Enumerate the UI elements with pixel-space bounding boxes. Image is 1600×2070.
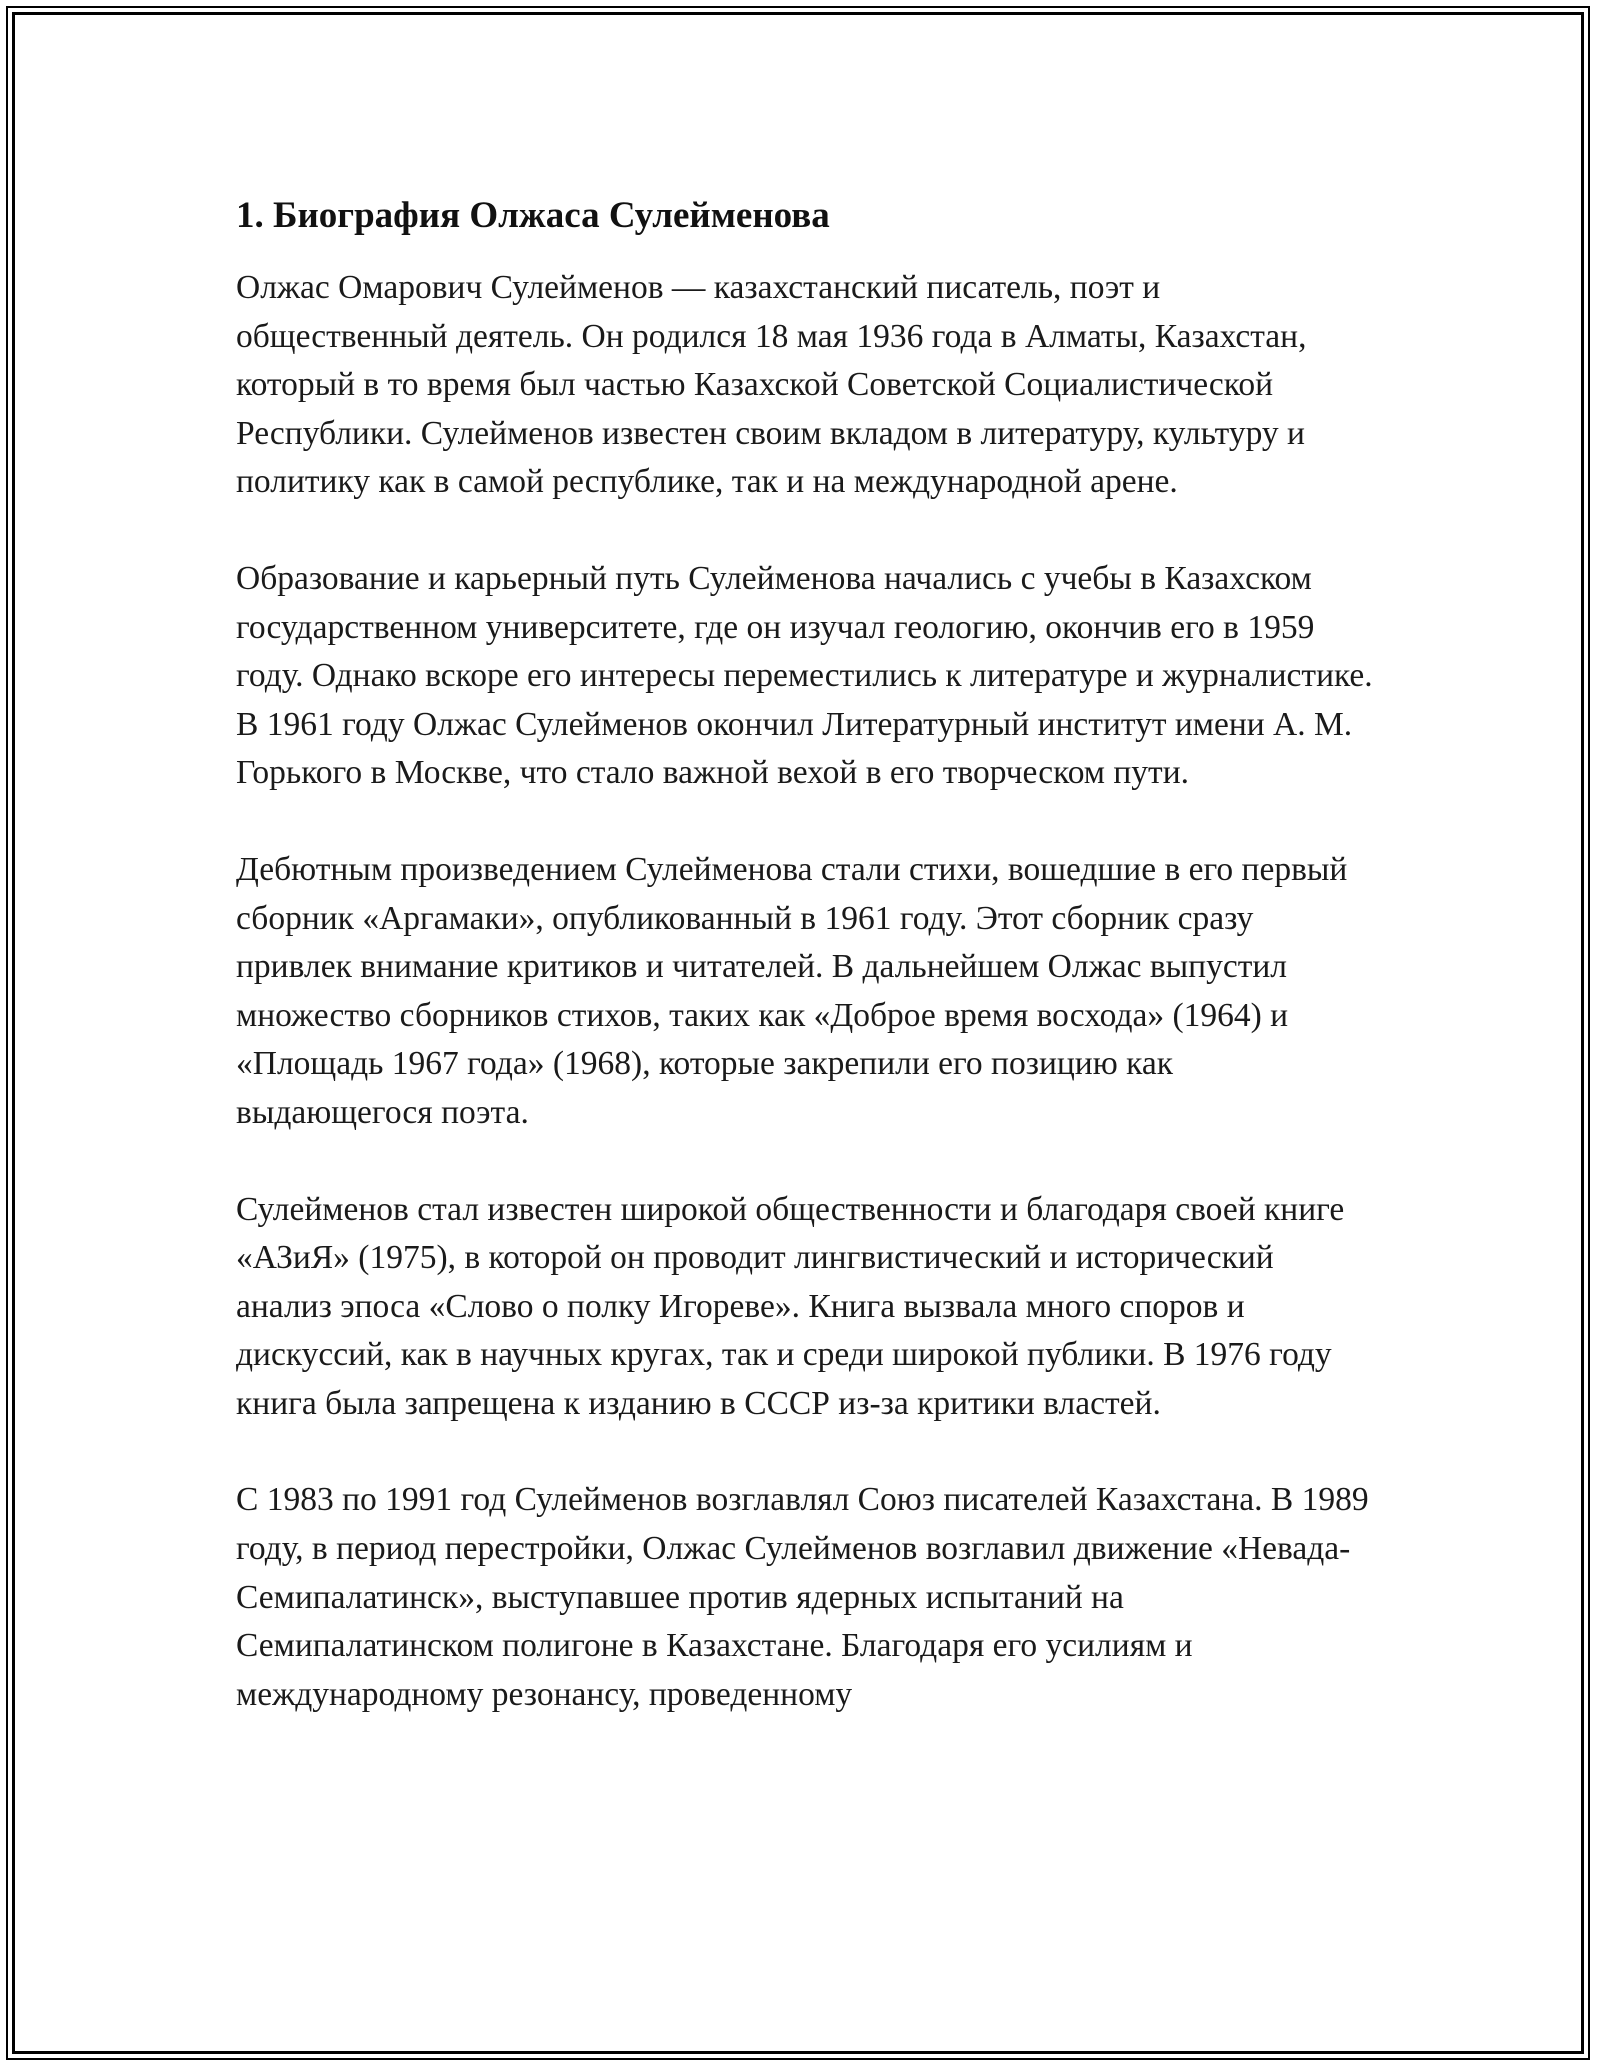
section-heading: 1. Биография Олжаса Сулейменова [236,195,830,236]
paragraph-azia: Сулейменов стал известен широкой общественности и благодаря своей книге «АЗиЯ» (1975), в которой он проводит лингвистический и исторический анализ эпоса «Слово о полку Игореве». Книга вызвала много споров и дискуссий, как в научных кругах, так и среди широкой публики. В 1976 году книга была запрещена к изданию в СССР из-за критики властей. [236,1190,1345,1422]
paragraph-education: Образование и карьерный путь Сулейменова начались с учебы в Казахском государственном университете, где он изучал геологию, окончив его в 1959 году. Однако вскоре его интересы переместились к литературе и журналистике. В 1961 году Олжас Сулейменов окончил Литературный институт имени А. М. Горького в Москве, что стало важной вехой в его творческом пути. [236,559,1373,792]
document-body [236,188,1376,1767]
paragraph-debut: Дебютным произведением Сулейменова стали стихи, вошедшие в его первый сборник «Аргамаки», опубликованный в 1961 году. Этот сборник сразу привлек внимание критиков и читателей. В дальнейшем Олжас выпустил множество сборников стихов, таких как «Доброе время восхода» (1964) и «Площадь 1967 года» (1968), которые закрепили его позицию как выдающегося поэта. [236,850,1348,1131]
paragraph-birth: Олжас Омарович Сулейменов — казахстанский писатель, поэт и общественный деятель. Он родился 18 мая 1936 года в Алматы, Казахстан, который в то время был частью Казахской Советской Социалистической Республики. Сулейменов известен своим вкладом в литературу, культуру и политику как в самой республике, так и на международной арене. [236,269,1307,501]
paragraph-nevada: С 1983 по 1991 год Сулейменов возглавлял Союз писателей Казахстана. В 1989 году, в период перестройки, Олжас Сулейменов возглавил движение «Невада-Семипалатинск», выступавшее против ядерных испытаний на Семипалатинском полигоне в Казахстане. Благодаря его усилиям и международному резонансу, проведенному [236,1481,1369,1713]
